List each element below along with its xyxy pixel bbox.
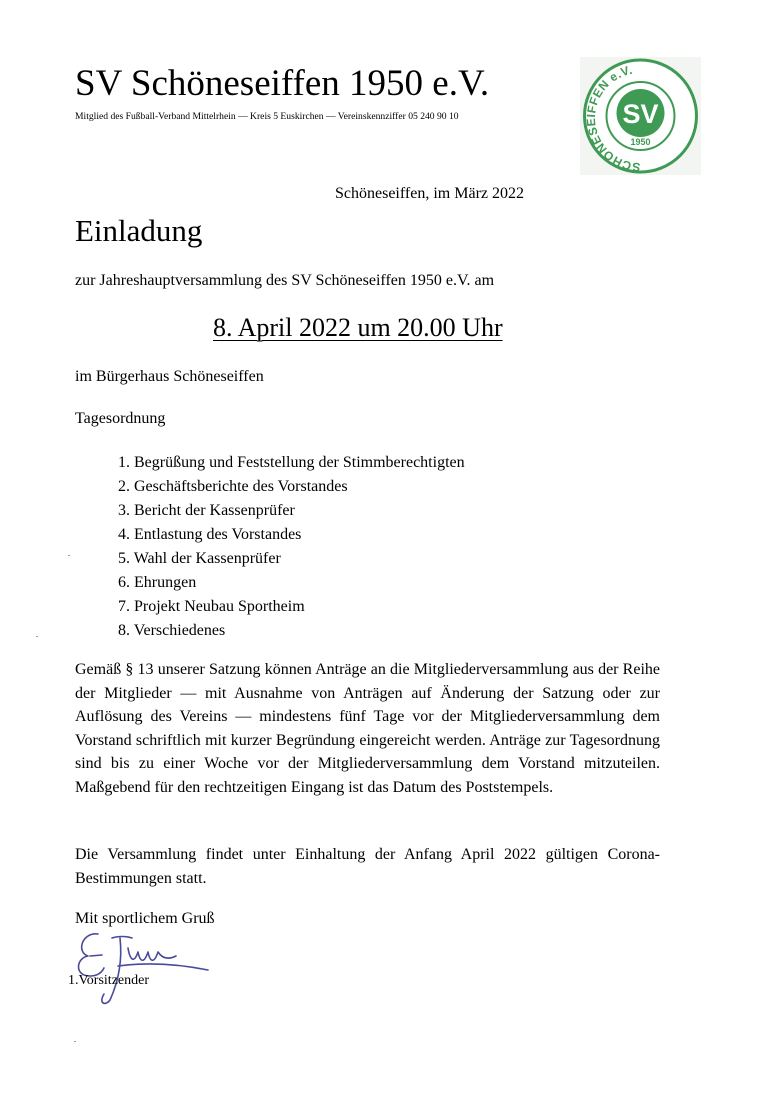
agenda-item: 6. Ehrungen <box>118 574 197 591</box>
closing-greeting: Mit sportlichem Gruß <box>75 910 215 927</box>
motions-paragraph: Gemäß § 13 unserer Satzung können Anträge an die Mitgliederversammlung aus der Reihe der Mitglieder — mit Ausnahme von Anträgen auf Änderung der Satzung oder zur Auflösung des Vereins — mindestens fünf Tage vor der Mitgliederversammlung dem Vorstand schriftlich mit kurzer Begründung eingereicht werden. Anträge zur Tagesordnung sind bis zu einer Woche vor der Mitgliederversammlung dem Vorstand mitzuteilen. Maßgebend für den rechtzeitigen Eingang ist das Datum des Poststempels. <box>75 661 660 796</box>
signature <box>68 926 213 1008</box>
agenda-item: 4. Entlastung des Vorstandes <box>118 526 302 543</box>
club-logo <box>580 57 701 175</box>
logo-ring-text: SCHÖNESEIFFEN e.V. <box>583 62 641 175</box>
club-name: SV Schöneseiffen 1950 e.V. <box>75 63 490 104</box>
logo-letters: SV <box>622 99 659 129</box>
corona-paragraph: Die Versammlung findet unter Einhaltung der Anfang April 2022 gültigen Corona-Bestimmungen statt. <box>75 846 660 887</box>
intro-line: zur Jahreshauptversammlung des SV Schöneseiffen 1950 e.V. am <box>75 272 495 289</box>
venue-line: im Bürgerhaus Schöneseiffen <box>75 368 264 385</box>
signatory-role: 1.Vorsitzender <box>68 973 149 988</box>
club-subline: Mitglied des Fußball-Verband Mittelrhein — Kreis 5 Euskirchen — Vereinskennziffer 05 240 90 10 <box>75 111 459 122</box>
agenda-item: 5. Wahl der Kassenprüfer <box>118 550 281 567</box>
scan-speck <box>74 1041 76 1042</box>
agenda-item: 3. Bericht der Kassenprüfer <box>118 502 295 519</box>
agenda-list <box>118 451 465 643</box>
scan-speck <box>36 636 38 637</box>
agenda-item: 1. Begrüßung und Feststellung der Stimmberechtigten <box>118 454 465 471</box>
agenda-heading: Tagesordnung <box>75 410 166 427</box>
logo-year: 1950 <box>630 137 651 147</box>
event-date: 8. April 2022 um 20.00 Uhr <box>213 313 503 342</box>
agenda-item: 7. Projekt Neubau Sportheim <box>118 598 305 615</box>
agenda-item: 8. Verschiedenes <box>118 622 226 639</box>
scan-speck <box>68 555 70 556</box>
agenda-item: 2. Geschäftsberichte des Vorstandes <box>118 478 348 495</box>
date-line: Schöneseiffen, im März 2022 <box>335 185 524 202</box>
document-title: Einladung <box>75 213 203 248</box>
